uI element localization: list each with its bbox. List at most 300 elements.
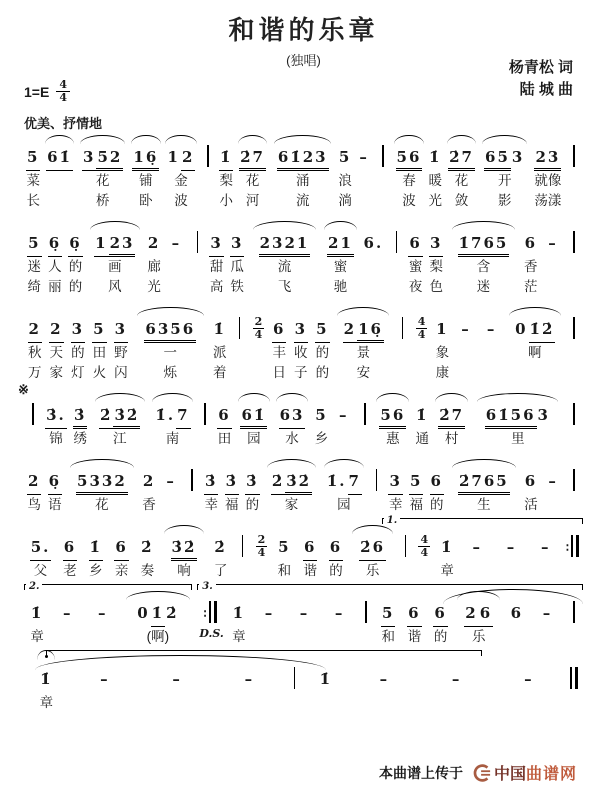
lyric: 幸 (204, 497, 218, 512)
lyric: 梨 (219, 173, 234, 188)
note-token: 3̇2̇ (285, 472, 312, 495)
note-token: 5 (278, 538, 291, 557)
measure-row (24, 466, 583, 515)
lyric (494, 561, 528, 581)
note-cell (271, 532, 297, 581)
composer-credit: 陆 城 曲 (519, 81, 573, 98)
lyric: 康 (435, 365, 450, 380)
note-cell (332, 400, 356, 449)
note-token: 2̇ (271, 472, 285, 495)
note-cell (541, 466, 565, 515)
lyric: 园 (247, 431, 261, 446)
note-token: 1 (167, 148, 180, 167)
barline (197, 598, 223, 647)
lyric: 茫 (524, 279, 538, 294)
note-token: 23 (109, 234, 136, 257)
lyric: 章 (232, 629, 246, 644)
lyric: 暖 (428, 173, 442, 188)
key-text: 1=E (24, 83, 50, 100)
lyric (453, 343, 479, 363)
volta-bracket (382, 515, 583, 526)
note-token: 6 (479, 604, 493, 627)
note-cell (333, 314, 393, 383)
note-token: 6 (433, 604, 447, 627)
lyric: 火 (92, 365, 107, 380)
lyric: 和 (277, 563, 292, 578)
note-cell (406, 466, 427, 515)
lyric: 老 (63, 563, 77, 578)
barline (376, 142, 390, 211)
note-cell (110, 314, 132, 383)
note-cell (77, 142, 129, 211)
note-token: 6 (524, 234, 538, 253)
lyric: 春 (402, 173, 416, 188)
lyric: 野 (114, 345, 128, 360)
note-token: 3̇2̇ (171, 538, 198, 561)
lyric: 收 (294, 345, 308, 360)
note-cell (428, 598, 454, 647)
note-cell (24, 466, 45, 515)
note-token: 1̇765 (458, 234, 510, 257)
lyric: 了 (213, 563, 228, 578)
note-cell (323, 532, 349, 581)
note-token: 2 (464, 604, 478, 627)
note-token: 6 (63, 538, 77, 561)
lyric: 卧 (139, 193, 153, 208)
note-cell (67, 314, 89, 383)
barline (567, 228, 581, 297)
note-cell (521, 466, 542, 515)
lyric: 乡 (314, 431, 329, 446)
note-cell (42, 400, 70, 449)
note-cell (479, 314, 505, 383)
note-token: 3̇ (73, 406, 87, 429)
note-token: 2̇7 (438, 406, 465, 429)
lyric: 敛 (454, 193, 469, 208)
note-cell (426, 142, 444, 211)
note-token: 5. (30, 538, 52, 561)
lyric (479, 363, 505, 383)
note-token: 5 (315, 406, 328, 425)
note-cell (290, 314, 312, 383)
note-cell (209, 314, 231, 383)
note-token: – (548, 472, 558, 491)
volta-label: 2. (26, 582, 42, 592)
note-token: 6 (430, 472, 444, 495)
note-token: 56 (379, 406, 406, 429)
note-cell (460, 532, 494, 581)
lyric: 通 (415, 431, 429, 446)
note-token: 1̇ (219, 148, 233, 171)
note-cell (304, 664, 349, 713)
note-cell (24, 314, 46, 383)
music-system (24, 515, 583, 581)
volta-label: 3. (199, 582, 215, 592)
note-token: – (542, 604, 553, 623)
lyric: 活 (524, 497, 538, 512)
lyric: 飞 (277, 279, 292, 294)
lyric: 光 (147, 279, 161, 294)
lyricist-credit: 杨青松 词 (508, 59, 573, 76)
note-cell (354, 142, 374, 211)
lyric: 幸 (388, 497, 403, 512)
lyric: 万 (28, 365, 42, 380)
note-cell (50, 598, 85, 647)
music-system (18, 382, 583, 449)
measure-row (24, 598, 583, 647)
note-cell (65, 466, 139, 515)
lyric: 烁 (163, 365, 178, 380)
time-signature: 2 4 (257, 532, 266, 559)
measure-row (24, 532, 583, 581)
note-cell (89, 314, 111, 383)
note-token: 1̇. (326, 472, 347, 491)
note-token: 2̇765 (458, 472, 510, 495)
note-cell (217, 142, 235, 211)
lyric: 乡 (89, 563, 103, 578)
note-token: 3 (209, 234, 223, 257)
lyric: 涌 (296, 173, 310, 188)
note-token: 5332 (76, 472, 128, 495)
note-token: 6 (114, 538, 128, 561)
note-token: 2̇7 (239, 148, 266, 171)
footer (24, 761, 583, 788)
note-token: 6 (407, 604, 421, 627)
note-cell (222, 466, 243, 515)
lyric (69, 693, 141, 713)
note-cell (454, 598, 504, 647)
lyric: 的 (71, 345, 85, 360)
lyric: 波 (174, 193, 188, 208)
lyric: 的 (68, 279, 83, 294)
note-cell (24, 142, 42, 211)
lyric: 园 (337, 497, 351, 512)
note-token: 6 (524, 472, 538, 491)
lyric: 乐 (471, 629, 486, 644)
note-cell (214, 400, 235, 449)
note-token: – (299, 604, 310, 623)
lyric: 金 (174, 173, 188, 188)
lyric: 花 (245, 173, 260, 188)
note-token: 1 (94, 234, 108, 257)
note-token: 1̇ (30, 604, 44, 623)
note-token: – (100, 670, 110, 689)
lyric: 香 (524, 259, 538, 274)
time-signature: 4 4 (417, 314, 426, 341)
site-name-cn: 中国 (493, 764, 526, 783)
note-cell (401, 598, 427, 647)
repeat-dots: ∶ (203, 607, 207, 621)
note-token: 1̇ (232, 604, 246, 623)
note-cell (45, 228, 66, 297)
lyric: 丰 (272, 345, 286, 360)
lyric (359, 257, 387, 277)
note-cell (132, 314, 209, 383)
note-token: 6 (272, 320, 286, 343)
lyric: 家 (284, 497, 299, 512)
key-signature (24, 79, 70, 104)
note-cell (541, 228, 565, 297)
note-token: 3̇2̇ (113, 406, 140, 429)
note-token: 3̇ (245, 472, 259, 495)
lyric: 光 (428, 193, 442, 208)
note-cell (120, 598, 195, 647)
note-token: – (244, 670, 255, 689)
note-token: 3̇ (204, 472, 218, 495)
note-token: 16̣ (357, 320, 384, 343)
note-cell (392, 142, 426, 211)
lyric: 水 (285, 431, 299, 446)
note-cell (141, 664, 213, 713)
lyric: 就像 (534, 173, 562, 188)
lyric: 铁 (230, 279, 244, 294)
music-system (24, 466, 583, 515)
note-cell (242, 466, 263, 515)
note-cell (45, 466, 66, 515)
lyric (287, 627, 322, 647)
lyric (304, 693, 349, 713)
note-cell (91, 400, 149, 449)
note-token: 0 (137, 604, 150, 623)
lyric: 闪 (114, 365, 128, 380)
lyric (505, 363, 565, 383)
note-cell (65, 228, 86, 297)
credits (509, 57, 573, 101)
lyric: 驰 (333, 279, 348, 294)
lyric (541, 257, 565, 277)
note-token: 1̇ (440, 538, 454, 557)
note-cell (85, 598, 120, 647)
site-logo-icon (473, 764, 491, 782)
note-token: 3 (82, 148, 96, 171)
barline (288, 664, 302, 713)
lyric: 田 (217, 431, 232, 446)
note-cell (213, 664, 285, 713)
note-token: – (98, 604, 108, 623)
note-token: 1̇ (151, 604, 165, 627)
lyric: 家 (49, 365, 64, 380)
lyric: 的 (433, 629, 448, 644)
note-token: 2 (181, 148, 195, 171)
note-cell (163, 142, 199, 211)
volta-bracket (24, 581, 192, 592)
lyric: 绮 (27, 279, 42, 294)
measure-row (24, 228, 583, 297)
note-token: 5 (409, 472, 423, 495)
note-cell (164, 228, 188, 297)
note-cell (433, 400, 471, 449)
lyric: 迷 (27, 259, 42, 274)
note-token: 3 (114, 320, 128, 343)
note-token: 6̣ (68, 234, 82, 257)
lyric: 色 (429, 279, 443, 294)
note-cell (134, 532, 160, 581)
lyric: 生 (477, 497, 491, 512)
lyric: 江 (112, 431, 127, 446)
note-cell (349, 532, 396, 581)
note-token: – (548, 234, 558, 253)
lyric: 丽 (48, 279, 62, 294)
note-token: 3 (294, 320, 308, 343)
note-token: – (166, 472, 176, 491)
note-cell (109, 532, 135, 581)
barline (185, 466, 199, 515)
note-token: 3 (388, 472, 402, 495)
note-cell (529, 532, 563, 581)
note-cell (144, 228, 165, 297)
note-token: 5 (27, 234, 41, 257)
note-token: – (359, 148, 369, 167)
note-cell (421, 664, 493, 713)
note-cell (287, 598, 322, 647)
note-cell (426, 228, 447, 297)
note-cell (235, 400, 273, 449)
lyric: 章 (30, 629, 44, 644)
note-token: 1̇. (155, 406, 176, 425)
note-cell (46, 314, 68, 383)
lyric: 铺 (139, 173, 153, 188)
note-token: 6 (303, 538, 317, 561)
note-token: 1̇ (319, 670, 333, 689)
lyric: 影 (497, 193, 512, 208)
lyric: 波 (402, 193, 416, 208)
music-system (24, 314, 583, 383)
lyric: 瓜 (230, 259, 244, 274)
note-token: 52 (96, 148, 123, 171)
note-cell (86, 228, 144, 297)
tempo-marking: 优美、抒情地 (24, 116, 103, 131)
note-token: 1̇2̇ (529, 320, 556, 343)
lyric (504, 627, 530, 647)
note-token: 1̇ (213, 320, 226, 339)
barline (201, 142, 215, 211)
note-token: 6 (329, 538, 343, 561)
lyric: 里 (511, 431, 525, 446)
repeat-dots: ∶ (565, 541, 569, 555)
barline (567, 598, 581, 647)
note-cell (479, 142, 531, 211)
note-token: 5 (92, 320, 106, 343)
note-token: 2̇ (99, 406, 113, 429)
lyric: 蜜 (408, 259, 423, 274)
lyric: 高 (209, 279, 224, 294)
lyric (164, 257, 188, 277)
note-token: 16̣ (132, 148, 159, 171)
lyric: 的 (245, 497, 260, 512)
measure-row (24, 400, 583, 449)
note-token: 2 (147, 234, 161, 253)
segno-icon: ※ (18, 382, 29, 397)
barline (358, 400, 372, 449)
note-cell (273, 400, 311, 449)
lyric: 的 (68, 259, 83, 274)
note-cell (201, 466, 222, 515)
note-token: – (171, 234, 182, 253)
note-cell (206, 228, 227, 297)
music-system (24, 664, 583, 713)
header (24, 10, 583, 138)
note-cell (69, 664, 141, 713)
lyric (322, 627, 357, 647)
note-token: 3 (429, 234, 443, 257)
note-token: – (486, 320, 497, 339)
lyric: 谐 (407, 629, 422, 644)
note-cell (493, 664, 565, 713)
note-token: – (461, 320, 471, 339)
lyric (354, 171, 374, 191)
note-token: 3̇. (45, 406, 67, 429)
lyric: 绣 (73, 431, 88, 446)
lyric: 流 (296, 193, 310, 208)
barline (567, 142, 581, 211)
note-token: 61̇56 (485, 406, 537, 429)
lyric: 菜 (26, 173, 40, 188)
note-cell (405, 228, 426, 297)
lyric (529, 561, 563, 581)
lyric: 语 (48, 497, 62, 512)
note-token: – (172, 670, 182, 689)
lyric: 南 (165, 431, 180, 446)
lyric: 惠 (386, 431, 400, 446)
lyric: 含 (476, 259, 491, 274)
note-cell (432, 314, 454, 383)
note-token: 1̇ (429, 148, 442, 167)
note-cell (208, 532, 234, 581)
lyric: 鸟 (27, 497, 42, 512)
lyric: 景 (356, 345, 371, 360)
barline (567, 400, 581, 449)
note-token: 2321 (259, 234, 311, 257)
note-token: 56 (396, 148, 423, 171)
lyric (359, 277, 387, 297)
lyric: 福 (225, 497, 239, 512)
note-cell (159, 466, 183, 515)
lyric: 的 (430, 497, 444, 512)
note-token: 1 (436, 320, 449, 339)
lyric: 的 (315, 345, 330, 360)
lyric: 安 (356, 365, 371, 380)
lyric (348, 693, 420, 713)
note-token: 3 (71, 320, 85, 343)
note-cell (139, 466, 160, 515)
lyric: 和 (381, 629, 395, 644)
lyric: 灯 (71, 365, 85, 380)
lyric: 秋 (28, 345, 42, 360)
note-cell (471, 400, 565, 449)
lyric (453, 363, 479, 383)
lyric: 福 (409, 497, 423, 512)
lyric (530, 627, 565, 647)
note-cell (504, 598, 530, 647)
lyric: 花 (95, 173, 110, 188)
lyric: 荡漾 (534, 193, 562, 208)
lyric (159, 495, 183, 515)
lyric: 派 (212, 345, 227, 360)
lyric: 章 (39, 695, 54, 710)
lyric (141, 693, 213, 713)
lyric: 天 (49, 345, 64, 360)
note-cell (227, 228, 248, 297)
note-token: – (451, 670, 462, 689)
time-signature-header (56, 79, 70, 104)
note-cell (226, 598, 252, 647)
lyric: 田 (92, 345, 107, 360)
page-title: 和谐的乐章 (228, 16, 379, 46)
note-token: 6 (408, 234, 422, 257)
note-cell (412, 400, 433, 449)
note-cell (348, 664, 420, 713)
note-token: 6̣ (48, 472, 62, 495)
